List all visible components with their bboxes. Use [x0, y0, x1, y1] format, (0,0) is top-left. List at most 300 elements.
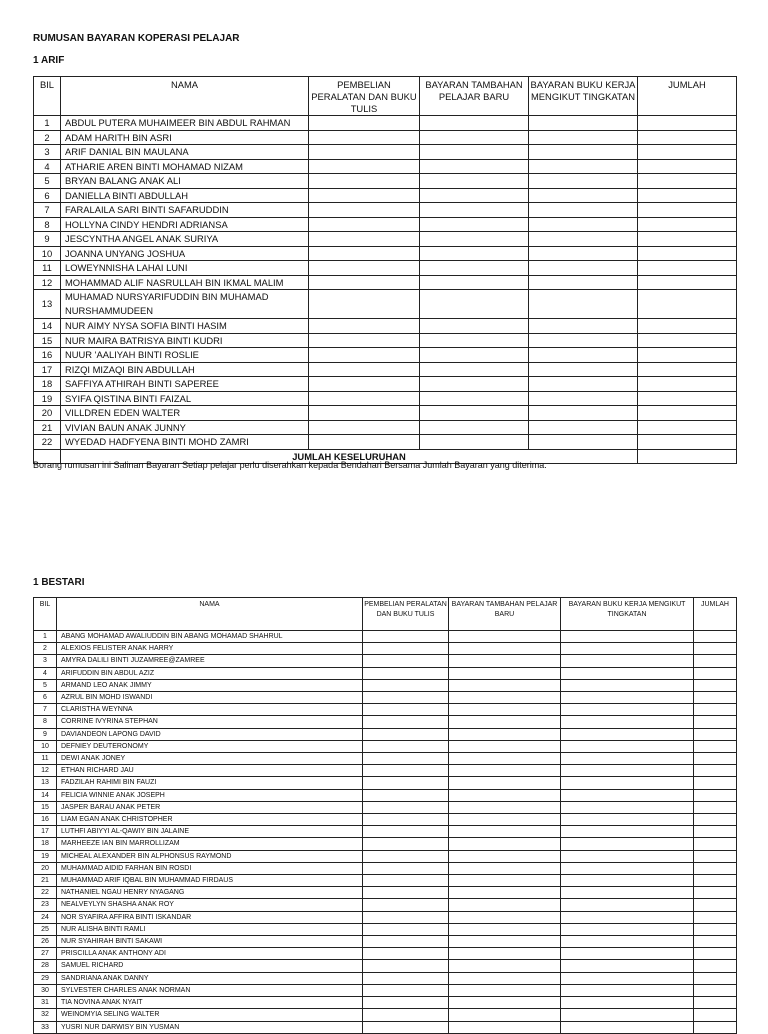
- tambahan-cell[interactable]: [449, 716, 561, 728]
- tambahan-cell[interactable]: [420, 362, 529, 377]
- tambahan-cell[interactable]: [449, 1021, 561, 1033]
- student-name: DAVIANDEON LAPONG DAVID: [57, 728, 363, 740]
- student-number: 4: [34, 667, 57, 679]
- pembelian-cell[interactable]: [309, 116, 420, 131]
- pembelian-cell[interactable]: [363, 862, 449, 874]
- pembelian-cell[interactable]: [309, 348, 420, 363]
- buku-kerja-cell[interactable]: [529, 319, 638, 334]
- buku-kerja-cell[interactable]: [561, 838, 694, 850]
- buku-kerja-cell[interactable]: [561, 631, 694, 643]
- pembelian-cell[interactable]: [363, 814, 449, 826]
- pembelian-cell[interactable]: [363, 716, 449, 728]
- student-row: [34, 116, 737, 131]
- student-row: [34, 217, 737, 232]
- jumlah-cell[interactable]: [694, 789, 737, 801]
- jumlah-cell[interactable]: [694, 692, 737, 704]
- jumlah-cell[interactable]: [638, 246, 737, 261]
- tambahan-cell[interactable]: [449, 728, 561, 740]
- tambahan-cell[interactable]: [449, 643, 561, 655]
- table-header-row: [34, 598, 737, 631]
- pembelian-cell[interactable]: [363, 911, 449, 923]
- pembelian-cell[interactable]: [363, 631, 449, 643]
- jumlah-cell[interactable]: [694, 655, 737, 667]
- tambahan-cell[interactable]: [449, 984, 561, 996]
- tambahan-cell[interactable]: [449, 1009, 561, 1021]
- pembelian-cell[interactable]: [309, 261, 420, 276]
- jumlah-cell[interactable]: [694, 765, 737, 777]
- student-number: 16: [34, 814, 57, 826]
- jumlah-cell[interactable]: [694, 972, 737, 984]
- buku-kerja-cell[interactable]: [529, 362, 638, 377]
- instruction-note: Borang rumusan ini Salinan Bayaran Setiap pelajar perlu diserahkan kepada Bendahari Bersama Jumlah Bayaran yang diterima.: [33, 460, 547, 470]
- pembelian-cell[interactable]: [363, 643, 449, 655]
- tambahan-cell[interactable]: [449, 838, 561, 850]
- jumlah-cell[interactable]: [694, 960, 737, 972]
- tambahan-cell[interactable]: [449, 692, 561, 704]
- header-tambahan: BAYARAN TAMBAHAN PELAJAR BARU: [420, 77, 529, 116]
- buku-kerja-cell[interactable]: [561, 814, 694, 826]
- jumlah-cell[interactable]: [638, 188, 737, 203]
- jumlah-cell[interactable]: [638, 130, 737, 145]
- jumlah-cell[interactable]: [694, 704, 737, 716]
- student-row: [34, 246, 737, 261]
- pembelian-cell[interactable]: [363, 838, 449, 850]
- buku-kerja-cell[interactable]: [529, 290, 638, 319]
- pembelian-cell[interactable]: [309, 435, 420, 450]
- jumlah-cell[interactable]: [694, 948, 737, 960]
- student-row: [34, 948, 737, 960]
- pembelian-cell[interactable]: [363, 765, 449, 777]
- jumlah-cell[interactable]: [638, 275, 737, 290]
- tambahan-cell[interactable]: [449, 997, 561, 1009]
- student-name: MICHEAL ALEXANDER BIN ALPHONSUS RAYMOND: [57, 850, 363, 862]
- jumlah-cell[interactable]: [694, 643, 737, 655]
- buku-kerja-cell[interactable]: [529, 174, 638, 189]
- student-number: 6: [34, 188, 61, 203]
- buku-kerja-cell[interactable]: [529, 188, 638, 203]
- jumlah-cell[interactable]: [694, 984, 737, 996]
- jumlah-cell[interactable]: [694, 740, 737, 752]
- tambahan-cell[interactable]: [449, 667, 561, 679]
- buku-kerja-cell[interactable]: [561, 753, 694, 765]
- pembelian-cell[interactable]: [309, 217, 420, 232]
- buku-kerja-cell[interactable]: [529, 275, 638, 290]
- jumlah-cell[interactable]: [694, 1009, 737, 1021]
- tambahan-cell[interactable]: [420, 232, 529, 247]
- pembelian-cell[interactable]: [309, 203, 420, 218]
- jumlah-cell[interactable]: [694, 997, 737, 1009]
- student-row: [34, 145, 737, 160]
- tambahan-cell[interactable]: [420, 261, 529, 276]
- buku-kerja-cell[interactable]: [561, 1021, 694, 1033]
- student-name: AMYRA DALILI BINTI JUZAMREE@ZAMREE: [57, 655, 363, 667]
- student-name: DANIELLA BINTI ABDULLAH: [61, 188, 309, 203]
- student-row: [34, 290, 737, 319]
- buku-kerja-cell[interactable]: [561, 667, 694, 679]
- student-row: [34, 655, 737, 667]
- header-nama: NAMA: [57, 598, 363, 631]
- jumlah-cell[interactable]: [638, 217, 737, 232]
- student-number: 20: [34, 862, 57, 874]
- jumlah-cell[interactable]: [694, 716, 737, 728]
- student-number: 6: [34, 692, 57, 704]
- student-name: NUR SYAHIRAH BINTI SAKAWI: [57, 936, 363, 948]
- student-row: [34, 362, 737, 377]
- document-title: RUMUSAN BAYARAN KOPERASI PELAJAR: [33, 33, 240, 44]
- pembelian-cell[interactable]: [309, 391, 420, 406]
- buku-kerja-cell[interactable]: [529, 217, 638, 232]
- pembelian-cell[interactable]: [363, 887, 449, 899]
- student-row: [34, 159, 737, 174]
- buku-kerja-cell[interactable]: [561, 704, 694, 716]
- pembelian-cell[interactable]: [363, 875, 449, 887]
- jumlah-cell[interactable]: [694, 838, 737, 850]
- jumlah-cell[interactable]: [638, 116, 737, 131]
- tambahan-cell[interactable]: [420, 116, 529, 131]
- tambahan-cell[interactable]: [449, 814, 561, 826]
- student-row: [34, 997, 737, 1009]
- pembelian-cell[interactable]: [363, 1021, 449, 1033]
- tambahan-cell[interactable]: [449, 765, 561, 777]
- total-value-cell[interactable]: [638, 449, 737, 463]
- tambahan-cell[interactable]: [449, 826, 561, 838]
- buku-kerja-cell[interactable]: [561, 887, 694, 899]
- buku-kerja-cell[interactable]: [529, 145, 638, 160]
- student-row: [34, 679, 737, 691]
- pembelian-cell[interactable]: [363, 826, 449, 838]
- student-number: 19: [34, 391, 61, 406]
- student-number: 12: [34, 275, 61, 290]
- buku-kerja-cell[interactable]: [561, 826, 694, 838]
- jumlah-cell[interactable]: [694, 667, 737, 679]
- tambahan-cell[interactable]: [449, 801, 561, 813]
- tambahan-cell[interactable]: [420, 188, 529, 203]
- student-number: 31: [34, 997, 57, 1009]
- jumlah-cell[interactable]: [694, 936, 737, 948]
- pembelian-cell[interactable]: [309, 290, 420, 319]
- buku-kerja-cell[interactable]: [529, 333, 638, 348]
- student-number: 32: [34, 1009, 57, 1021]
- buku-kerja-cell[interactable]: [561, 911, 694, 923]
- jumlah-cell[interactable]: [638, 174, 737, 189]
- jumlah-cell[interactable]: [694, 801, 737, 813]
- jumlah-cell[interactable]: [694, 814, 737, 826]
- student-number: 4: [34, 159, 61, 174]
- tambahan-cell[interactable]: [449, 753, 561, 765]
- jumlah-cell[interactable]: [638, 406, 737, 421]
- student-row: [34, 188, 737, 203]
- jumlah-cell[interactable]: [638, 377, 737, 392]
- tambahan-cell[interactable]: [449, 704, 561, 716]
- pembelian-cell[interactable]: [309, 188, 420, 203]
- pembelian-cell[interactable]: [363, 753, 449, 765]
- pembelian-cell[interactable]: [363, 899, 449, 911]
- buku-kerja-cell[interactable]: [529, 406, 638, 421]
- student-name: NUR ALISHA BINTI RAMLI: [57, 923, 363, 935]
- tambahan-cell[interactable]: [449, 960, 561, 972]
- tambahan-cell[interactable]: [449, 631, 561, 643]
- tambahan-cell[interactable]: [420, 348, 529, 363]
- jumlah-cell[interactable]: [638, 203, 737, 218]
- tambahan-cell[interactable]: [420, 246, 529, 261]
- student-name: JASPER BARAU ANAK PETER: [57, 801, 363, 813]
- pembelian-cell[interactable]: [363, 679, 449, 691]
- tambahan-cell[interactable]: [420, 319, 529, 334]
- student-row: [34, 261, 737, 276]
- buku-kerja-cell[interactable]: [561, 997, 694, 1009]
- buku-kerja-cell[interactable]: [529, 159, 638, 174]
- student-number: 9: [34, 232, 61, 247]
- pembelian-cell[interactable]: [309, 145, 420, 160]
- buku-kerja-cell[interactable]: [561, 789, 694, 801]
- buku-kerja-cell[interactable]: [561, 655, 694, 667]
- tambahan-cell[interactable]: [420, 159, 529, 174]
- jumlah-cell[interactable]: [638, 333, 737, 348]
- student-row: [34, 875, 737, 887]
- jumlah-cell[interactable]: [638, 159, 737, 174]
- jumlah-cell[interactable]: [694, 1021, 737, 1033]
- buku-kerja-cell[interactable]: [529, 232, 638, 247]
- buku-kerja-cell[interactable]: [529, 246, 638, 261]
- tambahan-cell[interactable]: [449, 936, 561, 948]
- pembelian-cell[interactable]: [363, 984, 449, 996]
- buku-kerja-cell[interactable]: [561, 984, 694, 996]
- tambahan-cell[interactable]: [449, 899, 561, 911]
- jumlah-cell[interactable]: [694, 728, 737, 740]
- student-row: [34, 789, 737, 801]
- pembelian-cell[interactable]: [363, 972, 449, 984]
- tambahan-cell[interactable]: [420, 145, 529, 160]
- student-number: 17: [34, 362, 61, 377]
- buku-kerja-cell[interactable]: [561, 643, 694, 655]
- pembelian-cell[interactable]: [363, 704, 449, 716]
- tambahan-cell[interactable]: [420, 217, 529, 232]
- tambahan-cell[interactable]: [449, 789, 561, 801]
- tambahan-cell[interactable]: [420, 203, 529, 218]
- pembelian-cell[interactable]: [363, 667, 449, 679]
- pembelian-cell[interactable]: [363, 777, 449, 789]
- pembelian-cell[interactable]: [363, 801, 449, 813]
- jumlah-cell[interactable]: [638, 420, 737, 435]
- tambahan-cell[interactable]: [449, 923, 561, 935]
- tambahan-cell[interactable]: [449, 862, 561, 874]
- student-number: 24: [34, 911, 57, 923]
- buku-kerja-cell[interactable]: [529, 130, 638, 145]
- student-name: WYEDAD HADFYENA BINTI MOHD ZAMRI: [61, 435, 309, 450]
- pembelian-cell[interactable]: [363, 923, 449, 935]
- jumlah-cell[interactable]: [694, 887, 737, 899]
- header-buku-kerja: BAYARAN BUKU KERJA MENGIKUT TINGKATAN: [561, 598, 694, 631]
- tambahan-cell[interactable]: [449, 948, 561, 960]
- class-title-1-bestari: 1 BESTARI: [33, 577, 85, 588]
- buku-kerja-cell[interactable]: [529, 348, 638, 363]
- tambahan-cell[interactable]: [449, 740, 561, 752]
- pembelian-cell[interactable]: [363, 960, 449, 972]
- buku-kerja-cell[interactable]: [561, 936, 694, 948]
- student-name: NUR MAIRA BATRISYA BINTI KUDRI: [61, 333, 309, 348]
- tambahan-cell[interactable]: [449, 972, 561, 984]
- jumlah-cell[interactable]: [694, 875, 737, 887]
- student-row: [34, 838, 737, 850]
- student-number: 30: [34, 984, 57, 996]
- tambahan-cell[interactable]: [420, 174, 529, 189]
- tambahan-cell[interactable]: [420, 435, 529, 450]
- buku-kerja-cell[interactable]: [529, 203, 638, 218]
- student-number: 1: [34, 116, 61, 131]
- pembelian-cell[interactable]: [309, 377, 420, 392]
- jumlah-cell[interactable]: [694, 899, 737, 911]
- tambahan-cell[interactable]: [449, 911, 561, 923]
- jumlah-cell[interactable]: [638, 261, 737, 276]
- jumlah-cell[interactable]: [694, 826, 737, 838]
- jumlah-cell[interactable]: [638, 232, 737, 247]
- buku-kerja-cell[interactable]: [561, 875, 694, 887]
- header-pembelian: PEMBELIAN PERALATAN DAN BUKU TULIS: [363, 598, 449, 631]
- student-name: FELICIA WINNIE ANAK JOSEPH: [57, 789, 363, 801]
- header-bil: BIL: [34, 598, 57, 631]
- buku-kerja-cell[interactable]: [561, 960, 694, 972]
- jumlah-cell[interactable]: [694, 777, 737, 789]
- buku-kerja-cell[interactable]: [561, 899, 694, 911]
- pembelian-cell[interactable]: [363, 948, 449, 960]
- student-row: [34, 391, 737, 406]
- jumlah-cell[interactable]: [638, 435, 737, 450]
- pembelian-cell[interactable]: [363, 1009, 449, 1021]
- tambahan-cell[interactable]: [420, 406, 529, 421]
- header-pembelian: PEMBELIAN PERALATAN DAN BUKU TULIS: [309, 77, 420, 116]
- buku-kerja-cell[interactable]: [561, 850, 694, 862]
- payment-table-1-arif: [33, 76, 737, 464]
- student-number: 25: [34, 923, 57, 935]
- jumlah-cell[interactable]: [638, 391, 737, 406]
- tambahan-cell[interactable]: [420, 377, 529, 392]
- student-name: LUTHFI ABIYYI AL-QAWIY BIN JALAINE: [57, 826, 363, 838]
- student-number: 19: [34, 850, 57, 862]
- buku-kerja-cell[interactable]: [561, 862, 694, 874]
- buku-kerja-cell[interactable]: [529, 116, 638, 131]
- buku-kerja-cell[interactable]: [561, 972, 694, 984]
- tambahan-cell[interactable]: [420, 290, 529, 319]
- pembelian-cell[interactable]: [363, 936, 449, 948]
- buku-kerja-cell[interactable]: [561, 740, 694, 752]
- header-buku-kerja: BAYARAN BUKU KERJA MENGIKUT TINGKATAN: [529, 77, 638, 116]
- jumlah-cell[interactable]: [638, 362, 737, 377]
- buku-kerja-cell[interactable]: [529, 377, 638, 392]
- pembelian-cell[interactable]: [363, 692, 449, 704]
- buku-kerja-cell[interactable]: [561, 728, 694, 740]
- buku-kerja-cell[interactable]: [561, 716, 694, 728]
- student-number: 8: [34, 217, 61, 232]
- buku-kerja-cell[interactable]: [561, 1009, 694, 1021]
- jumlah-cell[interactable]: [694, 631, 737, 643]
- jumlah-cell[interactable]: [638, 290, 737, 319]
- tambahan-cell[interactable]: [420, 333, 529, 348]
- pembelian-cell[interactable]: [309, 362, 420, 377]
- tambahan-cell[interactable]: [449, 850, 561, 862]
- buku-kerja-cell[interactable]: [529, 391, 638, 406]
- pembelian-cell[interactable]: [309, 319, 420, 334]
- buku-kerja-cell[interactable]: [561, 692, 694, 704]
- student-name: DEWI ANAK JONEY: [57, 753, 363, 765]
- buku-kerja-cell[interactable]: [561, 679, 694, 691]
- student-name: NOR SYAFIRA AFFIRA BINTI ISKANDAR: [57, 911, 363, 923]
- tambahan-cell[interactable]: [449, 887, 561, 899]
- jumlah-cell[interactable]: [694, 923, 737, 935]
- student-row: [34, 333, 737, 348]
- pembelian-cell[interactable]: [309, 159, 420, 174]
- jumlah-cell[interactable]: [638, 145, 737, 160]
- student-row: [34, 911, 737, 923]
- student-name: JOANNA UNYANG JOSHUA: [61, 246, 309, 261]
- pembelian-cell[interactable]: [309, 420, 420, 435]
- student-number: 10: [34, 246, 61, 261]
- buku-kerja-cell[interactable]: [529, 435, 638, 450]
- pembelian-cell[interactable]: [309, 246, 420, 261]
- student-number: 3: [34, 145, 61, 160]
- pembelian-cell[interactable]: [309, 333, 420, 348]
- student-name: NATHANIEL NGAU HENRY NYAGANG: [57, 887, 363, 899]
- pembelian-cell[interactable]: [363, 728, 449, 740]
- buku-kerja-cell[interactable]: [529, 261, 638, 276]
- pembelian-cell[interactable]: [363, 850, 449, 862]
- pembelian-cell[interactable]: [363, 997, 449, 1009]
- pembelian-cell[interactable]: [363, 740, 449, 752]
- jumlah-cell[interactable]: [638, 348, 737, 363]
- tambahan-cell[interactable]: [449, 777, 561, 789]
- student-row: [34, 435, 737, 450]
- tambahan-cell[interactable]: [449, 655, 561, 667]
- jumlah-cell[interactable]: [694, 679, 737, 691]
- pembelian-cell[interactable]: [309, 275, 420, 290]
- buku-kerja-cell[interactable]: [561, 948, 694, 960]
- buku-kerja-cell[interactable]: [529, 420, 638, 435]
- pembelian-cell[interactable]: [363, 789, 449, 801]
- jumlah-cell[interactable]: [694, 753, 737, 765]
- jumlah-cell[interactable]: [638, 319, 737, 334]
- pembelian-cell[interactable]: [363, 655, 449, 667]
- header-bil: BIL: [34, 77, 61, 116]
- pembelian-cell[interactable]: [309, 406, 420, 421]
- pembelian-cell[interactable]: [309, 232, 420, 247]
- student-number: 21: [34, 875, 57, 887]
- tambahan-cell[interactable]: [420, 275, 529, 290]
- student-name: RIZQI MIZAQI BIN ABDULLAH: [61, 362, 309, 377]
- buku-kerja-cell[interactable]: [561, 765, 694, 777]
- jumlah-cell[interactable]: [694, 911, 737, 923]
- tambahan-cell[interactable]: [420, 391, 529, 406]
- header-nama: NAMA: [61, 77, 309, 116]
- pembelian-cell[interactable]: [309, 130, 420, 145]
- buku-kerja-cell[interactable]: [561, 801, 694, 813]
- student-name: VIVIAN BAUN ANAK JUNNY: [61, 420, 309, 435]
- student-number: 18: [34, 838, 57, 850]
- student-row: [34, 319, 737, 334]
- buku-kerja-cell[interactable]: [561, 923, 694, 935]
- jumlah-cell[interactable]: [694, 850, 737, 862]
- tambahan-cell[interactable]: [420, 420, 529, 435]
- buku-kerja-cell[interactable]: [561, 777, 694, 789]
- jumlah-cell[interactable]: [694, 862, 737, 874]
- student-name: SYIFA QISTINA BINTI FAIZAL: [61, 391, 309, 406]
- tambahan-cell[interactable]: [449, 875, 561, 887]
- pembelian-cell[interactable]: [309, 174, 420, 189]
- tambahan-cell[interactable]: [420, 130, 529, 145]
- tambahan-cell[interactable]: [449, 679, 561, 691]
- student-number: 11: [34, 261, 61, 276]
- student-name: ARIFUDDIN BIN ABDUL AZIZ: [57, 667, 363, 679]
- student-name: ALEXIOS FELISTER ANAK HARRY: [57, 643, 363, 655]
- student-number: 29: [34, 972, 57, 984]
